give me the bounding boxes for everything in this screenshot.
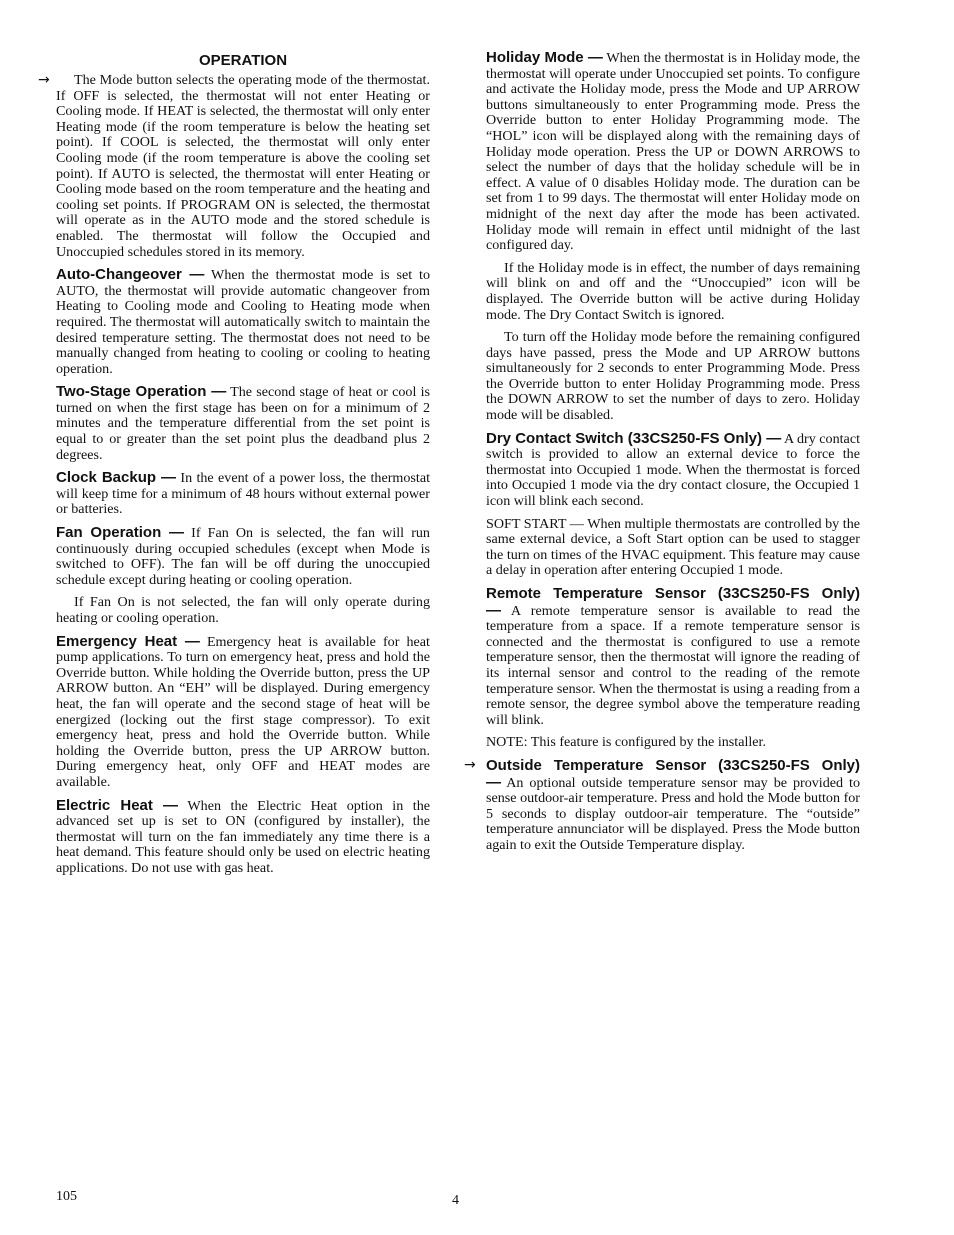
fan-operation-heading: Fan Operation — bbox=[56, 524, 185, 542]
soft-start-paragraph bbox=[486, 517, 860, 579]
holiday-mode-text: When the thermostat is in Holiday mode, the thermostat will operate under Unoccupied set points. To configure and activate the Holiday mode, press the Mode and UP ARROW buttons simultaneously to enter Programming mode. Press the Override button to enter Holiday Programming mode. The “HOL” icon will be displayed along with the remaining days of Holiday mode operation. Press the UP or DOWN ARROWS to select the number of days that the holiday schedule will be in effect. A value of 0 disables Holiday mode. The duration can be set from 1 to 99 days. The thermostat will enter Holiday mode on midnight of the next day after the mode has been activated. Holiday mode will remain in effect until midnight of the last configured day. bbox=[486, 50, 860, 254]
fan-operation-text-2: If Fan On is not selected, the fan will only operate during heating or cooling operation. bbox=[56, 594, 430, 626]
dry-contact-heading: Dry Contact Switch (33CS250-FS Only) — bbox=[486, 429, 782, 447]
auto-changeover-text: When the thermostat mode is set to AUTO, the thermostat will provide automatic changeover from Heating to Cooling mode and Cooling to Heating mode when required. The thermostat will automatically switch to maintain the desired temperature setting. The thermostat does not need to be manually changed from heating to cooling or cooling to heating operation. bbox=[56, 267, 430, 377]
clock-backup-heading: Clock Backup — bbox=[56, 469, 177, 487]
dry-contact-text: A dry contact switch is provided to allow an external device to force the thermostat into Occupied 1 mode. When the thermostat is forced into Occupied 1 mode via the dry contact closure, the Occupied 1 icon will blink each second. bbox=[486, 430, 860, 510]
two-stage-text: The second stage of heat or cool is turned on when the first stage has been on for a minimum of 2 minutes and the temperature differential from the set point is equal to or greater than the set point plus the deadband plus 2 degrees. bbox=[56, 384, 430, 463]
section-title-operation: OPERATION bbox=[198, 52, 288, 69]
note-paragraph bbox=[486, 735, 860, 751]
auto-changeover-heading: Auto-Changeover — bbox=[56, 266, 205, 284]
change-marker-arrow: → bbox=[464, 756, 476, 773]
note-text: NOTE: This feature is configured by the installer. bbox=[486, 734, 766, 751]
emergency-heat-heading: Emergency Heat — bbox=[56, 632, 200, 650]
electric-heat-heading: Electric Heat — bbox=[56, 796, 179, 814]
remote-sensor-text: A remote temperature sensor is available to read the temperature from a space. If a remote temperature sensor is connected and the thermostat is configured to use a remote temperature sensor, then the thermostat will ignore the reading of its internal sensor and control to the reading of the remote temperature sensor. When the thermostat is using a reading from a remote sensor, the degree symbol above the temperature reading will blink. bbox=[486, 602, 860, 728]
soft-start-text: SOFT START — When multiple thermostats are controlled by the same external device, a Soft Start option can be used to stagger the turn on times of the HVAC equipment. This feature may cause a delay in operation after entering Occupied 1 mode. bbox=[486, 515, 860, 579]
two-stage-heading: Two-Stage Operation — bbox=[56, 383, 227, 401]
auto-changeover-paragraph bbox=[56, 267, 430, 377]
two-stage-paragraph bbox=[56, 384, 430, 463]
change-marker-arrow: → bbox=[38, 72, 50, 88]
remote-sensor-heading: Remote Temperature Sensor (33CS250-FS Only) — bbox=[486, 585, 860, 619]
holiday-mode-heading: Holiday Mode — bbox=[486, 49, 603, 66]
outside-sensor-paragraph bbox=[464, 756, 860, 854]
page-number: 4 bbox=[452, 1193, 459, 1208]
holiday-mode-paragraph bbox=[486, 50, 860, 254]
emergency-heat-paragraph bbox=[56, 634, 430, 791]
remote-sensor-paragraph bbox=[486, 586, 860, 728]
emergency-heat-text: Emergency heat is available for heat pump applications. To turn on emergency heat, press and hold the Override button. While holding the Override button, press the UP ARROW button. An “EH” will be displayed. During emergency heat, the fan will operate and the second stage of heat will be energized (locking out the first stage compressor). To exit emergency heat, press and hold the Override button. While holding the Override button, press the UP ARROW button. During emergency heat, only OFF and HEAT modes are available. bbox=[56, 633, 430, 790]
document-number: 105 bbox=[56, 1189, 77, 1204]
holiday-mode-paragraph-2 bbox=[486, 261, 860, 323]
left-column bbox=[38, 50, 430, 884]
holiday-mode-paragraph-3 bbox=[486, 330, 860, 424]
outside-sensor-heading: Outside Temperature Sensor (33CS250-FS Only) — bbox=[486, 756, 860, 791]
fan-operation-paragraph bbox=[56, 525, 430, 588]
holiday-mode-text-3: To turn off the Holiday mode before the remaining configured days have passed, press the Mode and UP ARROW buttons simultaneously for 2 seconds to enter Programming Mode. Press the Override button to enter Holiday Programming mode. Press the DOWN ARROW to set the number of days to zero. Holiday mode will be disabled. bbox=[486, 329, 860, 424]
fan-operation-paragraph-2 bbox=[56, 595, 430, 626]
electric-heat-paragraph bbox=[56, 798, 430, 877]
mode-paragraph bbox=[38, 72, 430, 260]
clock-backup-text: In the event of a power loss, the thermostat will keep time for a minimum of 48 hours without external power or batteries. bbox=[56, 470, 430, 518]
mode-text: The Mode button selects the operating mode of the thermostat. If OFF is selected, the thermostat will not enter Heating or Cooling mode. If HEAT is selected, the thermostat will only enter Heating mode (if the room temperature is below the heating set point). If COOL is selected, the thermostat will only enter Cooling mode (if the room temperature is above the cooling set point). If AUTO is selected, the thermostat will enter Heating or Cooling mode based on the room temperature and the heating and cooling set points. If PROGRAM ON is selected, the thermostat will operate as in the AUTO mode and the stored schedule is enabled. The thermostat will follow the Occupied and Unoccupied schedules stored in its memory. bbox=[56, 72, 430, 260]
electric-heat-text: When the Electric Heat option in the advanced set up is set to ON (configured by installer), the thermostat will turn on the fan immediately any time there is a heat demand. This feature should only be used on electric heating applications. Do not use with gas heat. bbox=[56, 797, 430, 876]
right-column bbox=[464, 49, 860, 861]
clock-backup-paragraph bbox=[56, 470, 430, 518]
dry-contact-paragraph bbox=[486, 431, 860, 510]
holiday-mode-text-2: If the Holiday mode is in effect, the number of days remaining will blink on and off and the “Unoccupied” icon will be displayed. The Override button will be active during Holiday mode. The Dry Contact Switch is ignored. bbox=[486, 259, 860, 323]
fan-operation-text: If Fan On is selected, the fan will run continuously during occupied schedules (except when Mode is switched to OFF). The fan will be off during the unoccupied schedule except during heating or cooling operation. bbox=[56, 525, 430, 588]
outside-sensor-text: An optional outside temperature sensor may be provided to sense outdoor-air temperature. Press and hold the Mode button for 5 seconds to display outdoor-air temperature. The “outside” temperature annunciator will be displayed. Press the Mode button again to exit the Outside Temperature display. bbox=[486, 774, 860, 853]
